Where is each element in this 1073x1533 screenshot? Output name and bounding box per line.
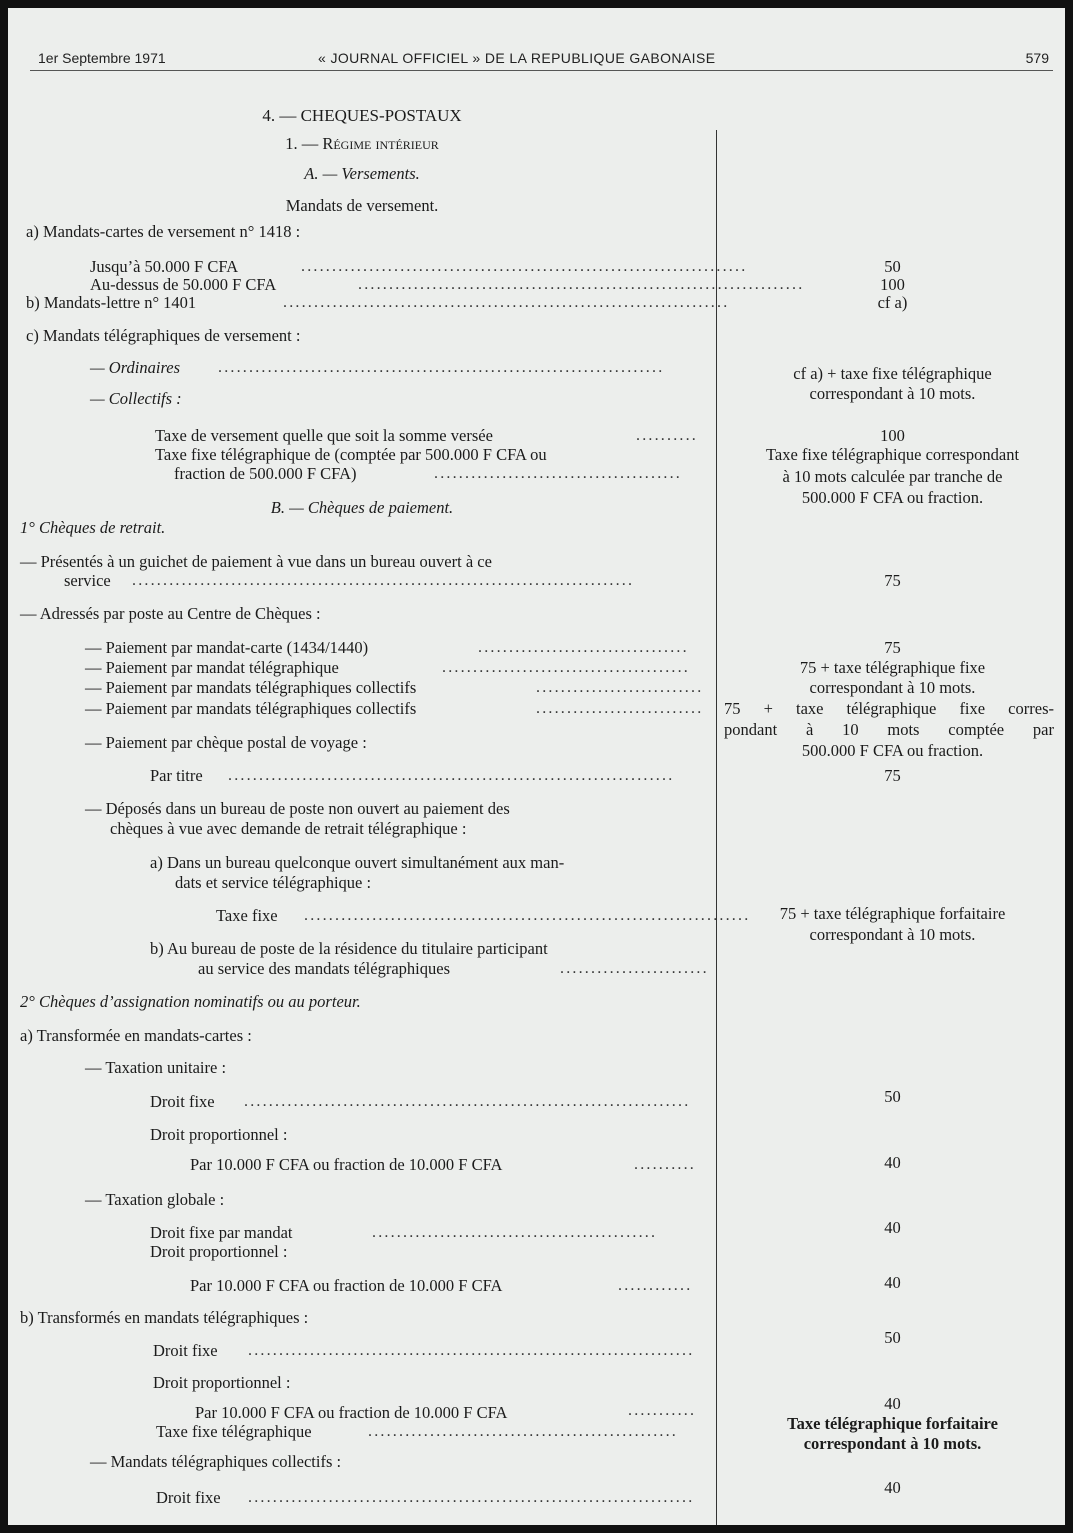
heading-transformee-mandats-cartes: a) Transformée en mandats-cartes : (20, 1026, 252, 1045)
row-collectifs: — Collectifs : (90, 389, 182, 408)
dot-leader: ........................................................................ (283, 294, 730, 311)
value: 75 + taxe télégraphique fixe corres- (724, 699, 1054, 718)
row-au-dessus: Au-dessus de 50.000 F CFA (90, 275, 277, 294)
versements-title: A. — Versements. (304, 164, 420, 183)
journal-page (8, 8, 1065, 1525)
dot-leader: ........... (628, 1402, 697, 1419)
heading-taxation-unitaire: — Taxation unitaire : (85, 1058, 227, 1077)
value: cf a) + taxe fixe télégraphique (793, 364, 992, 383)
heading-transformes-telegraphiques: b) Transformés en mandats télégraphiques : (20, 1308, 309, 1327)
dot-leader: .................................. (478, 639, 689, 656)
value: 50 (884, 1328, 901, 1347)
value: 100 (880, 426, 905, 445)
dot-leader: .......... (636, 427, 698, 444)
row-par-10000-3: Par 10.000 F CFA ou fraction de 10.000 F CFA (195, 1403, 508, 1422)
row-droit-fixe-1: Droit fixe (150, 1092, 215, 1111)
dot-leader: .......... (634, 1156, 696, 1173)
dot-leader: ........................................................................ (358, 276, 805, 293)
value: correspondant à 10 mots. (809, 925, 976, 944)
row-presentes-line1: — Présentés à un guichet de paiement à vue dans un bureau ouvert à ce (20, 552, 492, 571)
dot-leader: ........................................ (434, 465, 682, 482)
row-taxe-fixe-line2: fraction de 500.000 F CFA) (174, 464, 357, 483)
row-mandats-lettre: b) Mandats-lettre n° 1401 (26, 293, 197, 312)
row-taxe-versement: Taxe de versement quelle que soit la somme versée (155, 426, 493, 445)
row-droit-fixe-2: Droit fixe (153, 1341, 218, 1360)
row-droit-fixe-3: Droit fixe (156, 1488, 221, 1507)
dot-leader: ........................................................................ (218, 359, 665, 376)
dot-leader: ........................... (536, 679, 704, 696)
regime-title: 1. — Régime intérieur (285, 134, 439, 153)
heading-mandats-collectifs: — Mandats télégraphiques collectifs : (90, 1452, 342, 1471)
row-jusqu: Jusqu’à 50.000 F CFA (90, 257, 239, 276)
value: correspondant à 10 mots. (809, 678, 976, 697)
value: Taxe télégraphique forfaitaire (787, 1414, 998, 1433)
value: Taxe fixe télégraphique correspondant (765, 445, 1020, 464)
row-paiement-collectifs-1: — Paiement par mandats télégraphiques collectifs (85, 678, 417, 697)
dot-leader: .................................................. (368, 1423, 678, 1440)
row-taxe-fixe: Taxe fixe (216, 906, 278, 925)
dot-leader: ........................................................................ (301, 258, 748, 275)
dot-leader: .............................................. (372, 1224, 658, 1241)
value: 40 (884, 1273, 901, 1292)
dot-leader: ........................................................................ (304, 907, 751, 924)
dot-leader: ........................................................................ (228, 767, 675, 784)
mandats-title: Mandats de versement. (285, 196, 439, 215)
dot-leader: ........................................................................ (244, 1093, 691, 1110)
section-title: 4. — CHEQUES-POSTAUX (262, 106, 462, 125)
value: 75 + taxe télégraphique forfaitaire (779, 904, 1006, 923)
row-b-bureau-line2: au service des mandats télégraphiques (198, 959, 450, 978)
value: 50 (884, 1087, 901, 1106)
value: 40 (884, 1394, 901, 1413)
heading-taxation-globale: — Taxation globale : (85, 1190, 225, 1209)
value: 75 (884, 638, 901, 657)
heading-mandats-cartes: a) Mandats-cartes de versement n° 1418 : (26, 222, 301, 241)
header-rule (30, 70, 1053, 71)
value: correspondant à 10 mots. (809, 384, 976, 403)
row-taxe-fixe-line1: Taxe fixe télégraphique de (comptée par 500.000 F CFA ou (155, 445, 547, 464)
value: 500.000 F CFA ou fraction. (801, 741, 984, 760)
header-page-number: 579 (1025, 50, 1049, 66)
row-a-bureau-line1: a) Dans un bureau quelconque ouvert simultanément aux man- (150, 853, 565, 872)
value: pondant à 10 mots comptée par (724, 720, 1054, 739)
value: 500.000 F CFA ou fraction. (801, 488, 984, 507)
header-date: 1er Septembre 1971 (38, 50, 166, 66)
heading-cheques-assignation: 2° Chèques d’assignation nominatifs ou au porteur. (20, 992, 361, 1011)
row-droit-proportionnel-3: Droit proportionnel : (153, 1373, 291, 1392)
dot-leader: ........................................................................ (248, 1342, 695, 1359)
row-droit-fixe-mandat: Droit fixe par mandat (150, 1223, 293, 1242)
value: 40 (884, 1478, 901, 1497)
cheques-paiement-title: B. — Chèques de paiement. (270, 498, 454, 517)
dot-leader: ................................................................................. (132, 572, 635, 589)
row-deposes-line1: — Déposés dans un bureau de poste non ouvert au paiement des (85, 799, 510, 818)
heading-cheques-retrait: 1° Chèques de retrait. (20, 518, 166, 537)
value: cf a) (877, 293, 908, 312)
value: 100 (880, 275, 905, 294)
heading-mandats-telegraphiques: c) Mandats télégraphiques de versement : (26, 326, 301, 345)
row-droit-proportionnel-2: Droit proportionnel : (150, 1242, 288, 1261)
row-paiement-collectifs-2: — Paiement par mandats télégraphiques collectifs (85, 699, 417, 718)
row-par-10000-2: Par 10.000 F CFA ou fraction de 10.000 F CFA (190, 1276, 503, 1295)
dot-leader: ........................................ (442, 659, 690, 676)
value: 75 (884, 766, 901, 785)
header-journal-title: « JOURNAL OFFICIEL » DE LA REPUBLIQUE GABONAISE (318, 50, 716, 66)
row-b-bureau-line1: b) Au bureau de poste de la résidence du titulaire participant (150, 939, 548, 958)
row-taxe-fixe-telegraphique: Taxe fixe télégraphique (156, 1422, 312, 1441)
dot-leader: ........................... (536, 700, 704, 717)
heading-adresses: — Adressés par poste au Centre de Chèques : (20, 604, 321, 623)
row-paiement-mandat-carte: — Paiement par mandat-carte (1434/1440) (85, 638, 369, 657)
row-deposes-line2: chèques à vue avec demande de retrait télégraphique : (110, 819, 467, 838)
value: 75 + taxe télégraphique fixe (799, 658, 986, 677)
row-ordinaires: — Ordinaires (90, 358, 180, 377)
dot-leader: ............ (618, 1277, 693, 1294)
row-par-titre: Par titre (150, 766, 203, 785)
row-par-10000-1: Par 10.000 F CFA ou fraction de 10.000 F CFA (190, 1155, 503, 1174)
value: 40 (884, 1153, 901, 1172)
value: à 10 mots calculée par tranche de (782, 467, 1003, 486)
row-a-bureau-line2: dats et service télégraphique : (175, 873, 372, 892)
column-divider (716, 130, 717, 1525)
dot-leader: ........................................................................ (248, 1489, 695, 1506)
dot-leader: ........................ (560, 960, 709, 977)
value: correspondant à 10 mots. (803, 1434, 982, 1453)
row-paiement-telegraphique: — Paiement par mandat télégraphique (85, 658, 339, 677)
row-paiement-voyage: — Paiement par chèque postal de voyage : (85, 733, 367, 752)
value: 40 (884, 1218, 901, 1237)
value: 50 (884, 257, 901, 276)
row-droit-proportionnel-1: Droit proportionnel : (150, 1125, 288, 1144)
value: 75 (884, 571, 901, 590)
row-presentes-line2: service (64, 571, 111, 590)
